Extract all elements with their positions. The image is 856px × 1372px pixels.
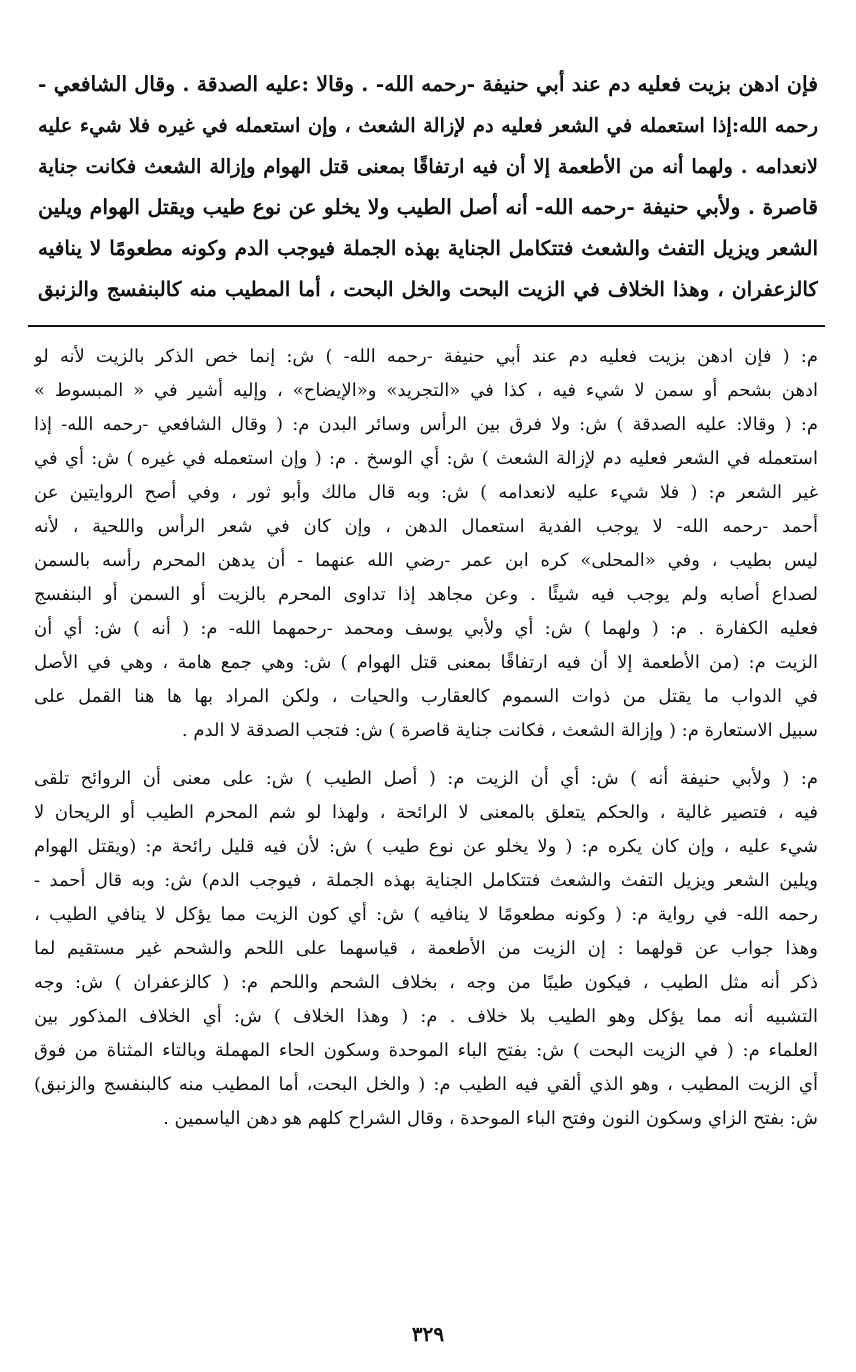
commentary-line: أحمد -رحمه الله- لا يوجب الفدية استعمال الدهن ، وإن كان في شعر الرأس واللحية ، لأنه (34, 516, 818, 537)
commentary-line: ويلين الشعر ويزيل التفث والشعث فتتكامل الجناية بهذه الجملة ، فيوجب الدم) ش: وبه قال أحمد - (34, 870, 818, 891)
commentary-paragraph (34, 340, 818, 748)
commentary-line: في الدواب ما يقتل من ذوات السموم كالعقارب والحيات ، ولكن المراد بها ها هنا القمل على (34, 686, 818, 707)
commentary-line: شيء عليه ، وإن كان يكره م: ( ولا يخلو عن نوع طيب ) ش: لأن فيه قليل رائحة م: (ويقتل الهوام (34, 836, 818, 857)
main-text-line: كالزعفران ، وهذا الخلاف في الزيت البحت والخل البحت ، أما المطيب منه كالبنفسج والزنبق (38, 277, 818, 301)
main-text-line: قاصرة . ولأبي حنيفة -رحمه الله- أنه أصل الطيب ولا يخلو عن نوع طيب ويقتل الهوام ويلين (38, 195, 818, 219)
main-text-line: لانعدامه . ولهما أنه من الأطعمة إلا أن فيه ارتفاقًا بمعنى قتل الهوام وإزالة الشعث فكانت جناية (38, 155, 818, 178)
commentary-line: وهذا جواب عن قولهما : إن الزيت من الأطعمة ، قياسهما على اللحم والشحم غير مستقيم لما (34, 938, 818, 959)
commentary-line: الزيت م: (من الأطعمة إلا أن فيه ارتفاقًا بمعنى قتل الهوام ) ش: وهي جمع هامة ، وهي في الأصل (34, 652, 818, 673)
commentary-line: م: ( وقالا: عليه الصدقة ) ش: ولا فرق بين الرأس وسائر البدن م: ( وقال الشافعي -رحمه الله- إذا (34, 414, 818, 435)
commentary-line: م: ( فإن ادهن بزيت فعليه دم عند أبي حنيفة -رحمه الله- ) ش: إنما خص الذكر بالزيت لأنه لو (34, 346, 818, 367)
commentary-line: ليس بطيب ، وفي «المحلى» كره ابن عمر -رضي الله عنهما - أن يدهن المحرم رأسه بالسمن (34, 550, 818, 571)
commentary-line: ش: بفتح الزاي وسكون النون وفتح الباء الموحدة ، وقال الشراح كلهم هو دهن الياسمين . (163, 1108, 818, 1129)
commentary-line: العلماء م: ( في الزيت البحت ) ش: بفتح الباء الموحدة وسكون الحاء المهملة وبالتاء المثناة من فوق (34, 1040, 818, 1061)
commentary-line: ادهن بشحم أو سمن لا شيء فيه ، كذا في «التجريد» و«الإيضاح» ، وإليه أشير في « المبسوط » (34, 380, 818, 401)
commentary-line: فيه ، فتصير غالية ، والحكم يتعلق بالمعنى لا الرائحة ، ولهذا لو شم المحرم الطيب أو الريحان لا (34, 802, 818, 823)
main-text-line: الشعر ويزيل التفث والشعث فتتكامل الجناية بهذه الجملة فيوجب الدم وكونه مطعومًا لا ينافيه (38, 236, 818, 260)
main-text-block (38, 64, 818, 310)
page-number: ٣٢٩ (411, 1322, 445, 1346)
commentary-line: م: ( ولأبي حنيفة أنه ) ش: أي أن الزيت م: ( أصل الطيب ) ش: على معنى أن الروائح تلقى (34, 768, 818, 789)
commentary-line: سبيل الاستعارة م: ( وإزالة الشعث ، فكانت جناية قاصرة ) ش: فتجب الصدقة لا الدم . (181, 720, 818, 741)
commentary-line: التشبيه أنه مما يؤكل وهو الطيب بلا خلاف . م: ( وهذا الخلاف ) ش: أي الخلاف المذكور بين (34, 1006, 818, 1027)
commentary-block (34, 340, 818, 1136)
paragraph-gap (34, 748, 818, 762)
commentary-line: استعمله في الشعر فعليه دم لإزالة الشعث ) ش: أي الوسخ . م: ( وإن استعمله في غيره ) ش: أي في (34, 448, 818, 469)
commentary-line: ذكر أنه مثل الطيب ، فيكون طيبًا من وجه ، بخلاف الشحم واللحم م: ( كالزعفران ) ش: وجه (34, 972, 818, 993)
main-text-line: رحمه الله:إذا استعمله في الشعر فعليه دم لإزالة الشعث ، وإن استعمله في غيره فلا شيء عليه (38, 114, 818, 137)
commentary-line: أي الزيت المطيب ، وهو الذي ألقي فيه الطيب م: ( والخل البحت، أما المطيب منه كالبنفسج والزنبق) (34, 1074, 818, 1095)
commentary-line: لصداع أصابه ولم يوجب فيه شيئًا . وعن مجاهد إذا تداوى المحرم بالزيت أو السمن أو البنفسج (34, 584, 818, 605)
separator-rule (28, 325, 825, 327)
commentary-line: غير الشعر م: ( فلا شيء عليه لانعدامه ) ش: وبه قال مالك وأبو ثور ، وفي أصح الروايتين عن (34, 482, 818, 503)
commentary-paragraph (34, 762, 818, 1136)
commentary-line: فعليه الكفارة . م: ( ولهما ) ش: أي ولأبي يوسف ومحمد -رحمهما الله- م: ( أنه ) ش: أي أن (34, 618, 818, 639)
main-text-line: فإن ادهن بزيت فعليه دم عند أبي حنيفة -رحمه الله- . وقالا :عليه الصدقة . وقال الشافعي - (38, 72, 818, 96)
commentary-line: رحمه الله- في رواية م: ( وكونه مطعومًا لا ينافيه ) ش: أي كون الزيت مما يؤكل لا ينافي الطيب ، (34, 904, 818, 925)
